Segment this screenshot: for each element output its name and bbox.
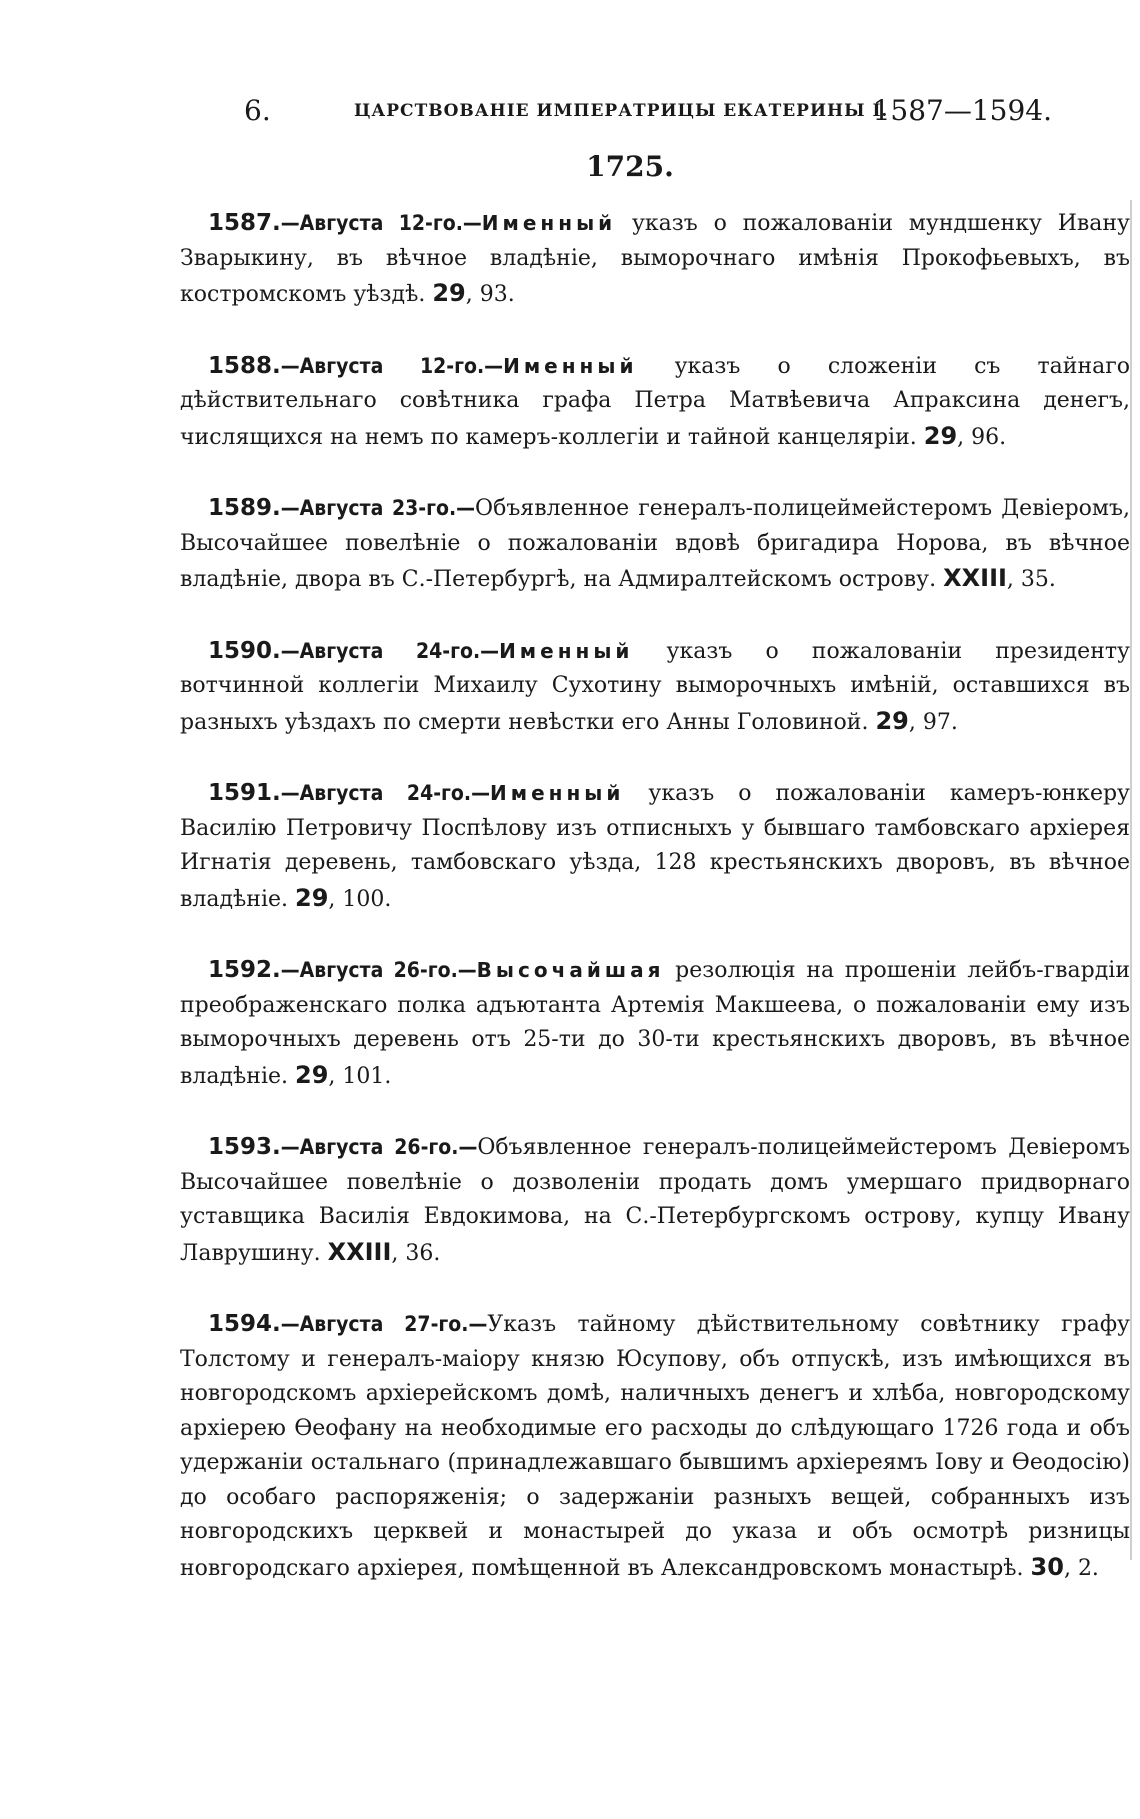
entry-ref: , 93. <box>465 282 515 307</box>
entry-volume: 29 <box>432 279 466 307</box>
entry-date: —Августа 26-го.— <box>280 1135 478 1159</box>
page-edge-rule <box>1130 200 1132 1560</box>
entry-text: Указъ тайному дѣйствительному совѣтнику графу Толстому и генералъ-маіору князю Юсупову, объ отпускѣ, изъ имѣющихся въ новгородскомъ архіерейскомъ домѣ, наличныхъ денегъ и хлѣба, новгородскому архіерею Ѳеофану на необходимые его расходы до слѣдующаго 1726 года и объ удержаніи остальнаго (принадлежавшаго бывшимъ архіереямъ Іову и Ѳеодосію) до особаго распоряженія; о задержаніи разныхъ вещей, собранныхъ изъ новгородскихъ церквей и монастырей до указа и объ осмотрѣ ризницы новгородскаго архіерея, помѣщенной въ Александровскомъ монастырѣ. <box>180 1312 1130 1581</box>
entry-number: 1588. <box>208 352 281 379</box>
entry-date: —Августа 12-го.— <box>280 211 482 235</box>
entry-volume: 29 <box>875 706 909 735</box>
entry-ref: , 35. <box>1006 567 1056 592</box>
entry-range: 1587—1594. <box>872 94 1052 127</box>
entry-number: 1592. <box>208 957 281 983</box>
entry-date: —Августа 24-го.— <box>280 781 490 805</box>
entry-number: 1587. <box>208 210 281 236</box>
entry-number: 1591. <box>208 780 281 806</box>
entry-ref: , 101. <box>328 1063 392 1089</box>
entry-ref: , 96. <box>957 424 1007 450</box>
entry-volume: 30 <box>1030 1552 1064 1581</box>
entry-ref: , 97. <box>908 709 958 735</box>
entry-number: 1589. <box>208 495 281 521</box>
entry-text: указъ о сложеніи съ тайнаго дѣйствительнаго совѣтника графа Петра Матвѣевича Апраксина денегъ, числящихся на немъ по камеръ-коллегіи и тайной канцеляріи. <box>180 353 1131 450</box>
entry-kind: Именный <box>499 638 634 663</box>
running-title: ЦАРСТВОВАНІЕ ИМПЕРАТРИЦЫ ЕКАТЕРИНЫ I. <box>354 101 889 121</box>
entry-kind: Именный <box>503 353 638 378</box>
running-header <box>244 94 1052 130</box>
entry-1589 <box>180 491 1130 598</box>
entry-volume: XXIII <box>943 564 1007 592</box>
entry-date: —Августа 27-го.— <box>280 1312 488 1336</box>
entry-number: 1593. <box>208 1134 281 1160</box>
entry-text: указъ о пожалованіи президенту вотчинной коллегіи Михаилу Сухотину выморочныхъ имѣній, оставшихся въ разныхъ уѣздахъ по смерти невѣстки его Анны Головиной. <box>180 638 1130 735</box>
entry-date: —Августа 26-го.— <box>280 958 477 982</box>
entry-date: —Августа 23-го.— <box>280 496 476 520</box>
entry-1592 <box>180 953 1130 1094</box>
entry-volume: XXIII <box>327 1237 392 1266</box>
entry-1591 <box>180 776 1130 917</box>
entry-kind: Именный <box>481 211 617 235</box>
entry-volume: 29 <box>295 883 329 912</box>
year-heading: 1725. <box>586 150 674 183</box>
entry-kind: Именный <box>490 781 625 805</box>
entry-kind: Высочайшая <box>476 958 665 982</box>
entry-date: —Августа 24-го.— <box>280 638 500 663</box>
entry-1590 <box>180 634 1130 741</box>
entry-text: Объявленное генералъ-полицеймейстеромъ Девіеромъ, Высочайшее повелѣніе о пожалованіи вдовѣ бригадира Норова, въ вѣчное владѣніе, двора въ С.-Петербургѣ, на Адмиралтейскомъ острову. <box>180 496 1130 592</box>
entry-text: резолюція на прошеніи лейбъ-гвардіи преображенскаго полка адъютанта Артемія Макшеева, о пожалованіи ему изъ выморочныхъ деревень отъ 25-ти до 30-ти крестьянскихъ дворовъ, въ вѣчное владѣніе. <box>180 958 1131 1089</box>
entry-1593 <box>180 1130 1130 1271</box>
entry-ref: , 100. <box>328 886 392 912</box>
entry-volume: 29 <box>295 1060 329 1089</box>
page-number: 6. <box>244 94 271 127</box>
entry-date: —Августа 12-го.— <box>280 353 504 378</box>
entry-1594 <box>180 1307 1130 1586</box>
entry-text: указъ о пожалованіи камеръ-юнкеру Василію Петровичу Поспѣлову изъ отписныхъ у бывшаго тамбовскаго архіерея Игнатія деревень, тамбовскаго уѣзда, 128 крестьянскихъ дворовъ, въ вѣчное владѣніе. <box>180 781 1131 912</box>
entry-1588 <box>180 349 1130 456</box>
entry-number: 1590. <box>208 637 281 664</box>
entry-ref: , 2. <box>1063 1555 1099 1581</box>
entry-1587 <box>180 206 1130 313</box>
entry-volume: 29 <box>923 421 958 450</box>
entry-text: указъ о пожалованіи мундшенку Ивану Зварыкину, въ вѣчное владѣніе, выморочнаго имѣнія Прокофьевыхъ, въ костромскомъ уѣздѣ. <box>180 211 1130 307</box>
entry-text: Объявленное генералъ-полицеймейстеромъ Девіеромъ Высочайшее повелѣніе о дозволеніи продать домъ умершаго придворнаго уставщика Василія Евдокимова, на С.-Петербургскомъ острову, купцу Ивану Лаврушину. <box>180 1135 1130 1266</box>
entry-number: 1594. <box>208 1311 281 1337</box>
entries-list <box>180 206 1130 1622</box>
entry-ref: , 36. <box>391 1240 441 1266</box>
